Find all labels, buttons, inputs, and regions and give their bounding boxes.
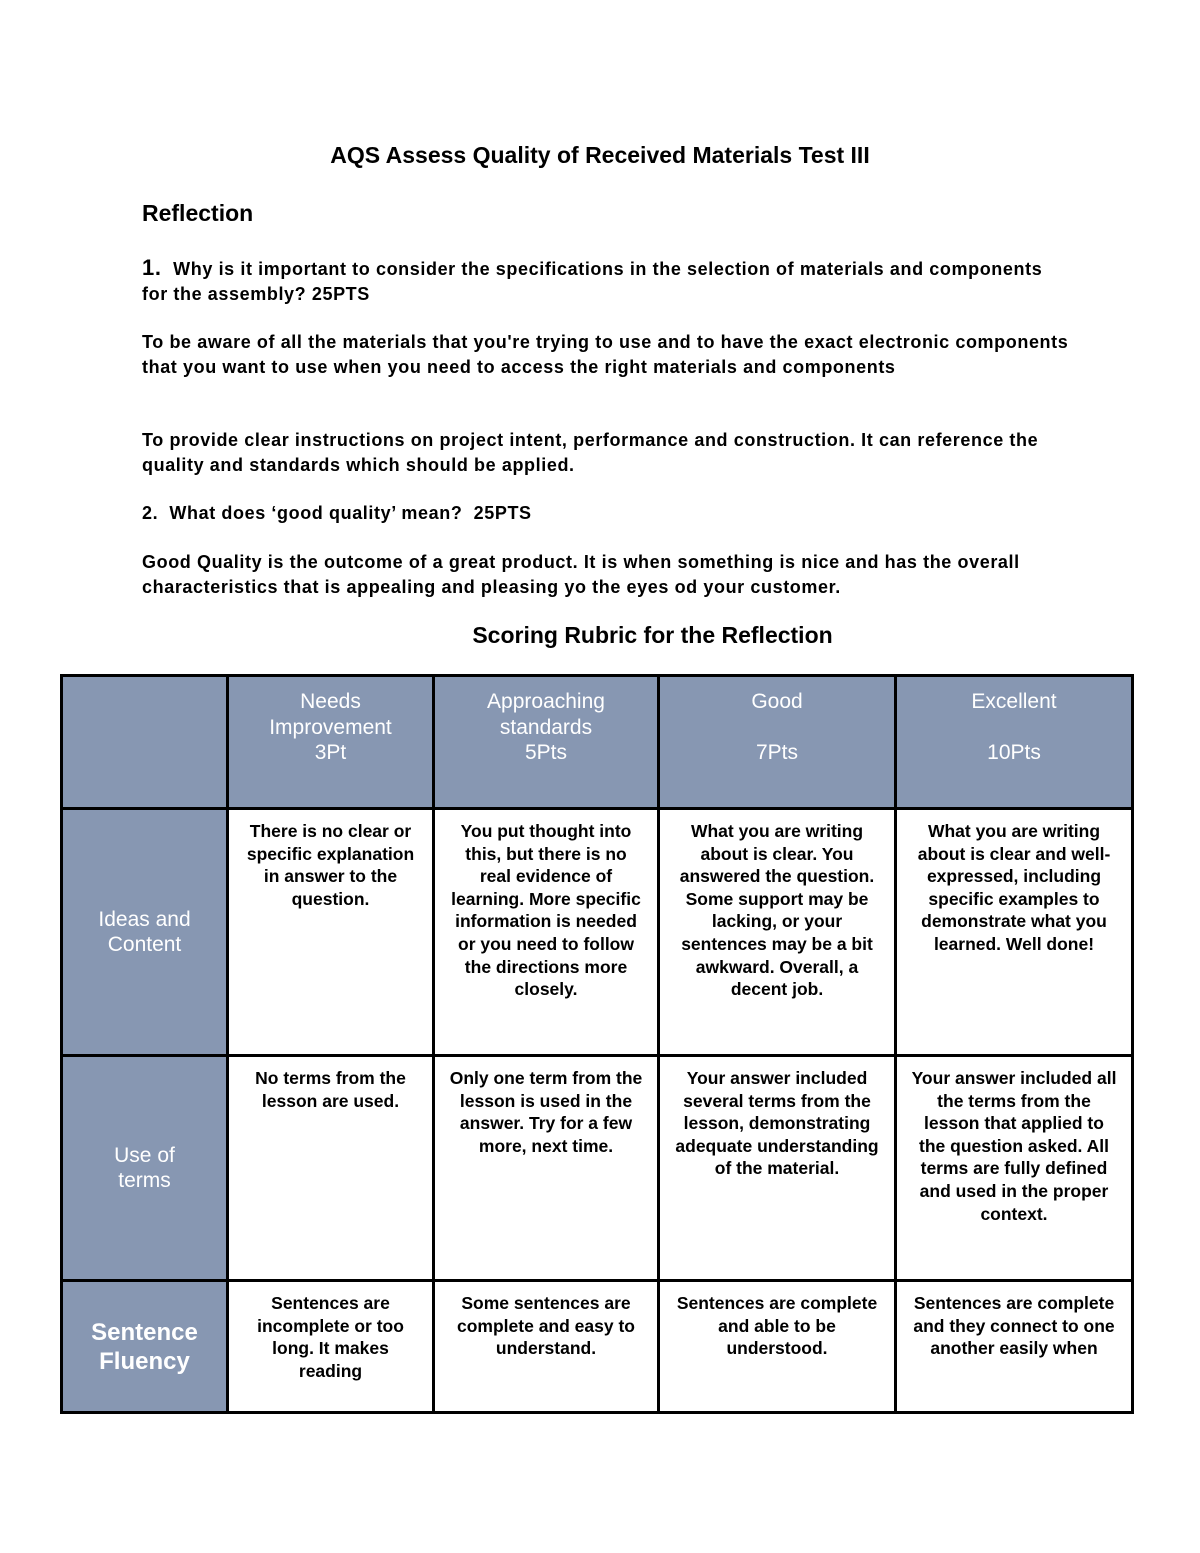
- row-label-sentence-fluency: Sentence Fluency: [62, 1281, 228, 1413]
- column-header-good: Good 7Pts: [659, 676, 896, 809]
- section-heading: Reflection: [142, 200, 254, 226]
- rubric-cell: Only one term from the lesson is used in the answer. Try for a few more, next time.: [434, 1056, 659, 1281]
- column-header-approaching-standards: Approaching standards 5Pts: [434, 676, 659, 809]
- rubric-cell: Sentences are incomplete or too long. It makes reading: [228, 1281, 434, 1413]
- rubric-cell: There is no clear or specific explanation in answer to the question.: [228, 809, 434, 1056]
- rubric-row-ideas-and-content: [62, 809, 1133, 1056]
- row-label-ideas-and-content: Ideas and Content: [62, 809, 228, 1056]
- rubric-cell: Sentences are complete and they connect to one another easily when: [896, 1281, 1133, 1413]
- rubric-cell: Sentences are complete and able to be understood.: [659, 1281, 896, 1413]
- rubric-cell: No terms from the lesson are used.: [228, 1056, 434, 1281]
- answer-1a: To be aware of all the materials that you're trying to use and to have the exact electronic components that you want to use when you need to access the right materials and components: [142, 332, 1069, 377]
- row-label-use-of-terms: Use of terms: [62, 1056, 228, 1281]
- question-2: 2. What does ‘good quality’ mean? 25PTS: [142, 503, 532, 523]
- scoring-rubric-table: [60, 674, 1134, 1414]
- question-1-number: 1.: [142, 255, 162, 280]
- question-1: [142, 256, 1072, 306]
- question-1-text: Why is it important to consider the specifications in the selection of materials and components for the assembly? 25PTS: [142, 259, 1043, 304]
- rubric-cell: You put thought into this, but there is no real evidence of learning. More specific information is needed or you need to follow the directions more closely.: [434, 809, 659, 1056]
- rubric-row-sentence-fluency: [62, 1281, 1133, 1413]
- answer-1b: To provide clear instructions on project intent, performance and construction. It can reference the quality and standards which should be applied.: [142, 430, 1039, 475]
- rubric-cell: Some sentences are complete and easy to understand.: [434, 1281, 659, 1413]
- rubric-row-use-of-terms: [62, 1056, 1133, 1281]
- answer-2: Good Quality is the outcome of a great product. It is when something is nice and has the overall characteristics that is appealing and pleasing yo the eyes od your customer.: [142, 552, 1020, 597]
- document-title: AQS Assess Quality of Received Materials Test III: [330, 142, 870, 168]
- rubric-title: Scoring Rubric for the Reflection: [472, 622, 833, 648]
- rubric-cell: What you are writing about is clear. You answered the question. Some support may be lacking, or your sentences may be a bit awkward. Overall, a decent job.: [659, 809, 896, 1056]
- rubric-cell: What you are writing about is clear and well-expressed, including specific examples to demonstrate what you learned. Well done!: [896, 809, 1133, 1056]
- rubric-header-row: [62, 676, 1133, 809]
- column-header-needs-improvement: Needs Improvement 3Pt: [228, 676, 434, 809]
- rubric-cell: Your answer included all the terms from the lesson that applied to the question asked. All terms are fully defined and used in the proper context.: [896, 1056, 1133, 1281]
- column-header-excellent: Excellent 10Pts: [896, 676, 1133, 809]
- rubric-cell: Your answer included several terms from the lesson, demonstrating adequate understanding of the material.: [659, 1056, 896, 1281]
- rubric-corner-cell: [62, 676, 228, 809]
